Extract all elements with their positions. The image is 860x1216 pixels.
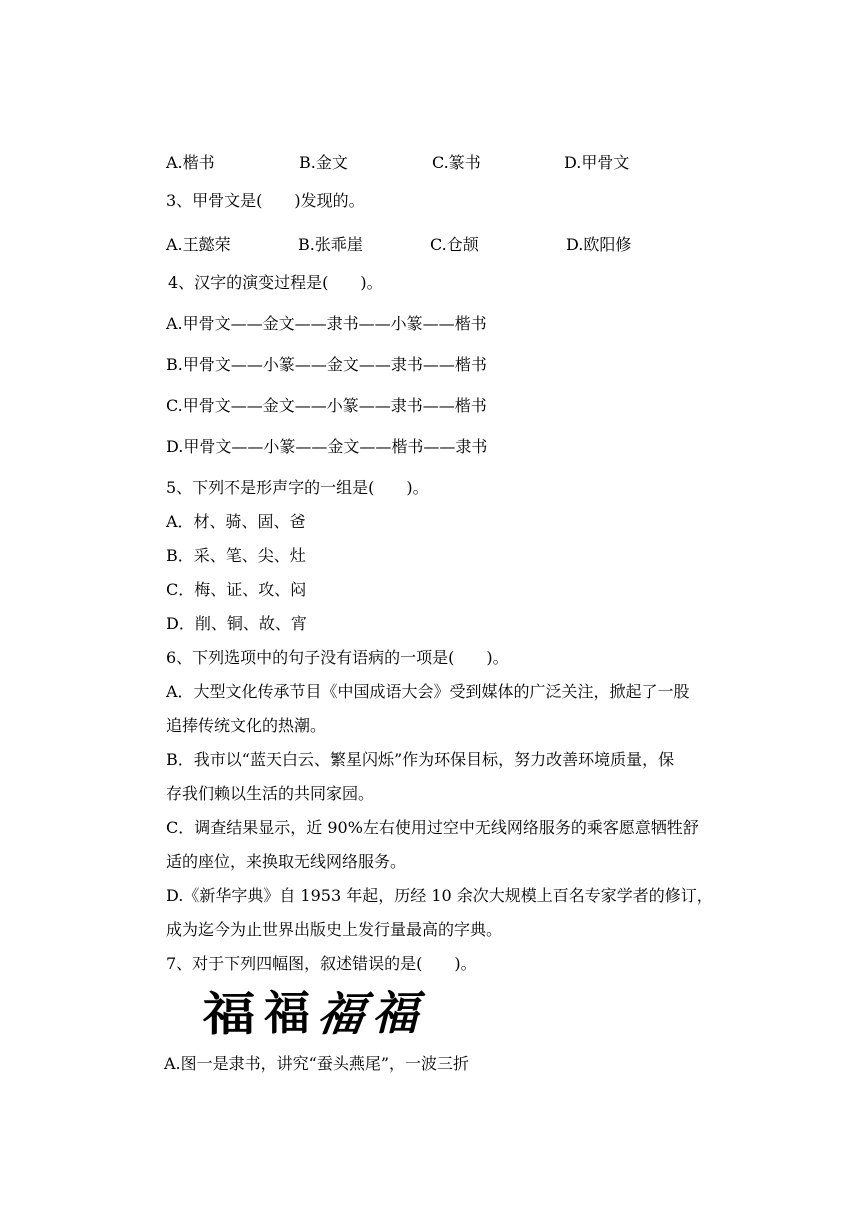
calligraphy-fu-image xyxy=(202,984,436,1044)
q3-option-b: B.张乖崖 xyxy=(298,235,363,254)
q5-option-d: D．削、铜、故、宵 xyxy=(166,614,307,633)
q2-option-d: D.甲骨文 xyxy=(564,153,630,172)
q6-stem: 6、下列选项中的句子没有语病的一项是( )。 xyxy=(166,648,509,667)
q2-option-b: B.金文 xyxy=(299,153,348,172)
q6-option-a-line2: 追捧传统文化的热潮。 xyxy=(166,716,327,735)
fu-char-3: 福 xyxy=(314,987,368,1041)
q6-option-b-line2: 存我们赖以生活的共同家园。 xyxy=(166,784,375,803)
q2-options xyxy=(166,150,766,170)
q5-option-b: B．采、笔、尖、灶 xyxy=(166,546,306,565)
q7-option-a: A.图一是隶书，讲究“蚕头燕尾”，一波三折 xyxy=(164,1054,470,1073)
q6-option-a-line1: A．大型文化传承节目《中国成语大会》受到媒体的广泛关注，掀起了一股 xyxy=(166,682,690,701)
q6-option-c-line2: 适的座位，来换取无线网络服务。 xyxy=(166,852,407,871)
q4-option-c: C.甲骨文——金文——小篆——隶书——楷书 xyxy=(166,396,487,415)
fu-char-4: 福 xyxy=(372,988,418,1039)
q4-option-b: B.甲骨文——小篆——金文——隶书——楷书 xyxy=(166,355,487,374)
q6-option-d-line1: D.《新华字典》自 1953 年起，历经 10 余次大规模上百名专家学者的修订， xyxy=(166,886,713,905)
q2-option-a: A.楷书 xyxy=(166,153,215,172)
q4-option-d: D.甲骨文——小篆——金文——楷书——隶书 xyxy=(166,437,488,456)
q3-option-d: D.欧阳修 xyxy=(566,235,632,254)
fu-char-1: 福 xyxy=(202,987,256,1041)
q3-stem: 3、甲骨文是( )发现的。 xyxy=(166,191,365,210)
q6-option-c-line1: C．调查结果显示，近 90%左右使用过空中无线网络服务的乘客愿意牺牲舒 xyxy=(166,818,699,837)
q6-option-d-line2: 成为迄今为止世界出版史上发行量最高的字典。 xyxy=(166,920,503,939)
q2-option-c: C.篆书 xyxy=(432,153,481,172)
q3-option-c: C.仓颉 xyxy=(430,235,479,254)
q3-option-a: A.王懿荣 xyxy=(166,235,231,254)
q5-stem: 5、下列不是形声字的一组是( )。 xyxy=(166,478,429,497)
fu-char-2: 福 xyxy=(264,988,310,1039)
q6-option-b-line1: B．我市以“蓝天白云、繁星闪烁”作为环保目标，努力改善环境质量，保 xyxy=(166,750,675,769)
q4-stem: 4、汉字的演变过程是( )。 xyxy=(168,273,383,292)
q5-option-c: C．梅、证、攻、闷 xyxy=(166,580,307,599)
q4-option-a: A.甲骨文——金文——隶书——小篆——楷书 xyxy=(166,314,487,333)
q7-stem: 7、对于下列四幅图，叙述错误的是( )。 xyxy=(166,954,477,973)
q3-options xyxy=(166,232,766,252)
q5-option-a: A．材、骑、固、爸 xyxy=(166,512,306,531)
